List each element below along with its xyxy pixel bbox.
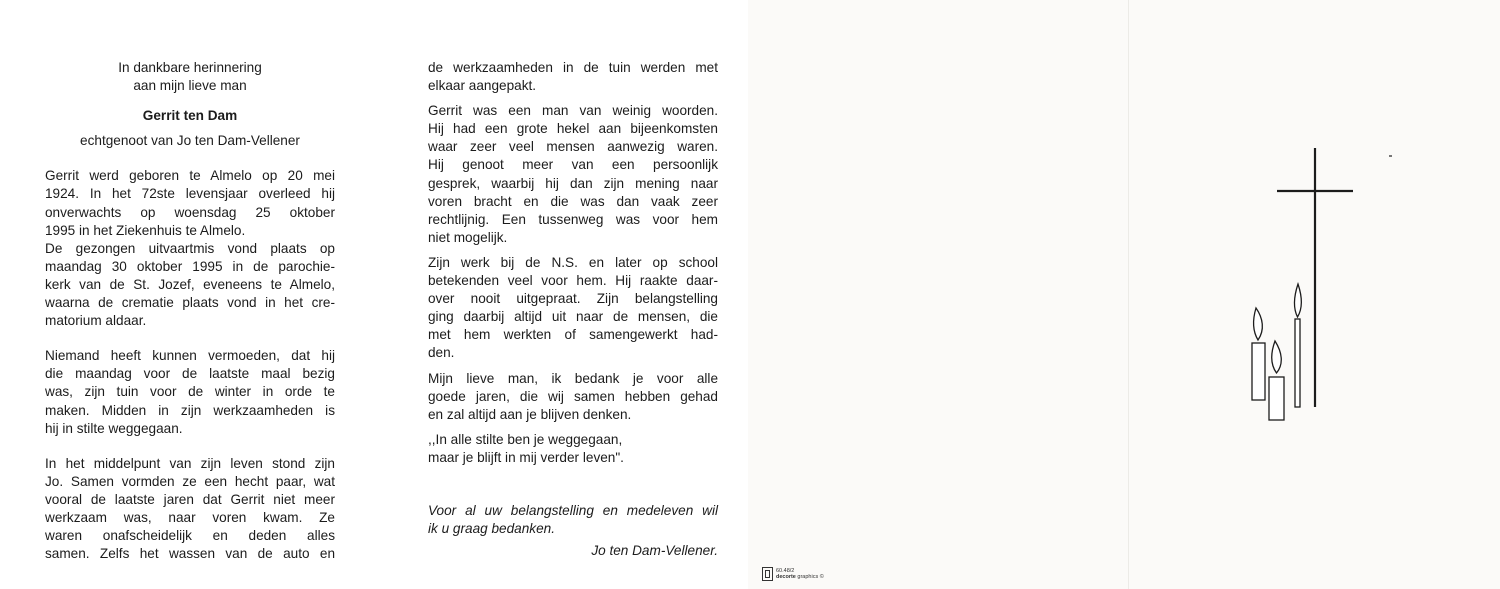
text-line: waarna de crematie plaats vond in het cre-	[45, 295, 335, 311]
paragraph-continued	[428, 59, 718, 95]
text-line: maar je blijft in mij verder leven".	[428, 449, 624, 465]
text-line: ging daarbij altijd uit naar de mensen, die	[428, 309, 718, 325]
paragraph-birth-death	[45, 167, 335, 239]
text-line: Jo. Samen vormden ze een hecht paar, wat	[45, 473, 335, 489]
intro-block	[45, 59, 335, 95]
text-line: samen. Zelfs het wassen van de auto en	[45, 546, 335, 562]
text-line: rechtlijnig. Een tussenweg was voor hem	[428, 211, 718, 227]
paragraph-gratitude	[428, 370, 718, 424]
text-line: Gerrit werd geboren te Almelo op 20 mei	[45, 168, 335, 184]
spouse-line: echtgenoot van Jo ten Dam-Vellener	[80, 133, 300, 149]
signature: Jo ten Dam-Vellener.	[591, 543, 718, 559]
text-line: Voor al uw belangstelling en medeleven wil	[428, 502, 718, 518]
text-line: niet mogelijk.	[428, 229, 508, 245]
text-line: betekenden veel voor hem. Hij raakte daar-	[428, 273, 718, 289]
text-line: die maandag voor de laatste maal bezig	[45, 366, 335, 382]
text-line: voren bracht en die was dan vaak zeer	[428, 193, 718, 209]
text-line: maandag 30 oktober 1995 in de parochie-	[45, 258, 335, 274]
card-fold-line	[1128, 0, 1129, 589]
paragraph-work	[428, 254, 718, 363]
right-text-column	[428, 59, 718, 560]
text-line: 1995 in het Ziekenhuis te Almelo.	[45, 222, 246, 238]
text-line: werkzaam was, naar voren kwam. Ze	[45, 509, 335, 525]
text-line: Hij genoot meer van een persoonlijk	[428, 157, 718, 173]
text-line: Gerrit was een man van weinig woorden.	[428, 103, 718, 119]
print-speck	[1389, 155, 1392, 157]
text-line: hij in stilte weggegaan.	[45, 420, 183, 436]
text-line: de werkzaamheden in de tuin werden met	[428, 60, 718, 75]
printer-brand: decorte	[776, 574, 796, 580]
paragraph-funeral	[45, 240, 335, 330]
tall-candle-icon	[1295, 284, 1302, 407]
text-line: met hem werkten of samengewerkt had-	[428, 327, 718, 343]
text-line: Niemand heeft kunnen vermoeden, dat hij	[45, 348, 335, 364]
text-line: Zijn werk bij de N.S. en later op school	[428, 254, 718, 270]
text-line: maken. Midden in zijn werkzaamheden is	[45, 402, 335, 418]
paragraph-garden	[45, 347, 335, 437]
text-line: Hij had een grote hekel aan bijeenkomsten	[428, 121, 718, 137]
paragraph-character	[428, 102, 718, 247]
text-line: In het middelpunt van zijn leven stond zijn	[45, 455, 335, 471]
text-line: was, zijn tuin voor de winter in orde te	[45, 384, 335, 400]
deceased-name: Gerrit ten Dam	[142, 108, 238, 124]
text-line: Mijn lieve man, ik bedank je voor alle	[428, 370, 718, 386]
printer-brand-line	[776, 574, 824, 580]
printer-code: 60.48/2	[776, 568, 795, 574]
intro-line: In dankbare herinnering	[118, 60, 262, 75]
front-candle-icon	[1269, 341, 1284, 420]
text-line: waar zeer veel mensen aanwezig waren.	[428, 139, 718, 155]
text-line: en zal altijd aan je blijven denken.	[428, 406, 632, 422]
thanks-note	[428, 502, 718, 538]
text-line: over nooit uitgepraat. Zijn belangstelling	[428, 291, 718, 307]
printer-mark	[762, 566, 824, 582]
text-line: ik u graag bedanken.	[428, 521, 555, 537]
cross-icon	[1277, 148, 1353, 407]
paragraph-partner	[45, 455, 335, 564]
text-line: ,,In alle stilte ben je weggegaan,	[428, 431, 623, 447]
cross-and-candles-icon	[1238, 145, 1358, 430]
text-line: matorium aldaar.	[45, 313, 147, 329]
printer-logo-icon	[762, 567, 773, 581]
intro-line: aan mijn lieve man	[133, 78, 247, 94]
text-line: vooral de laatste jaren dat Gerrit niet meer	[45, 491, 335, 507]
text-line: goede jaren, die wij samen hebben gehad	[428, 388, 718, 404]
text-line: onverwachts op woensdag 25 oktober	[45, 204, 335, 220]
card-inner-page	[0, 0, 748, 589]
printer-mark-text	[776, 568, 824, 580]
text-line: waren onafscheidelijk en deden alles	[45, 528, 335, 544]
text-line: kerk van de St. Jozef, eveneens te Almelo,	[45, 276, 335, 292]
text-line: gesprek, waarbij hij dan zijn mening naar	[428, 175, 718, 191]
left-text-column	[45, 59, 335, 563]
text-line: 1924. In het 72ste levensjaar overleed hij	[45, 186, 335, 202]
text-line: den.	[428, 345, 455, 361]
text-line: elkaar aangepakt.	[428, 78, 537, 94]
text-line: De gezongen uitvaartmis vond plaats op	[45, 240, 335, 256]
printer-suffix: graphics ©	[797, 574, 824, 580]
left-candle-icon	[1252, 308, 1265, 400]
memorial-quote	[428, 431, 718, 467]
card-cover-page	[748, 0, 1500, 589]
